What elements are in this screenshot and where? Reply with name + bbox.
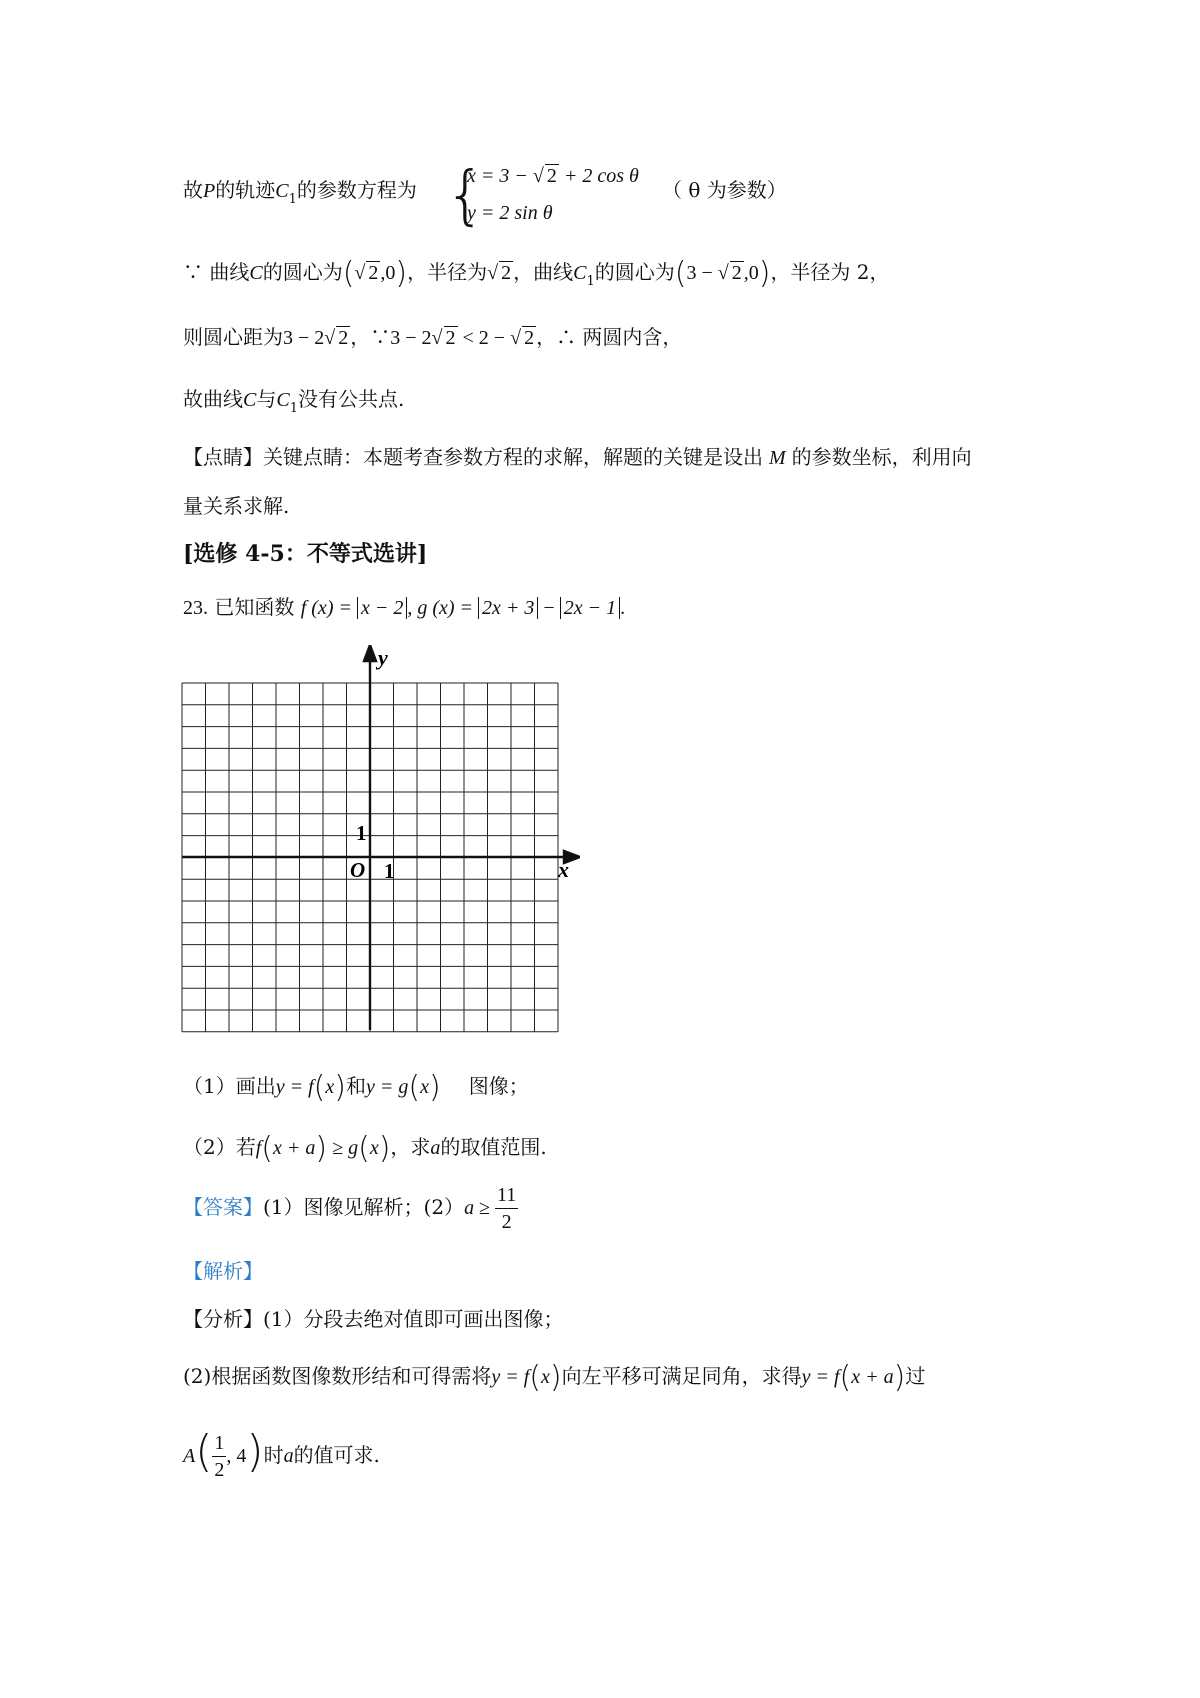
y-axis-label: y	[378, 645, 388, 670]
part-2: （2）若f(x + a) ≥ g(x)，求a的取值范围.	[183, 1131, 547, 1166]
text: 时	[263, 1443, 284, 1467]
x-axis-label: x	[558, 857, 569, 882]
text: ∵ 曲线	[183, 260, 250, 284]
analysis-line-1	[183, 1305, 564, 1333]
text: y = f	[801, 1366, 840, 1388]
text: x	[420, 1076, 429, 1098]
brace: {	[445, 159, 486, 233]
comment-line	[183, 443, 972, 472]
text: a	[283, 1445, 294, 1467]
text: (1）分段去绝对值即可画出图像；	[263, 1307, 564, 1331]
fraction	[495, 1182, 518, 1235]
text: 向左平移可满足同角，求得	[561, 1364, 802, 1388]
coordinate-grid	[180, 645, 580, 1035]
text: ，半径为 2，	[770, 260, 890, 284]
text: + 2 cos θ	[558, 165, 639, 187]
question-number: 23.	[183, 597, 208, 619]
origin-label: O	[350, 858, 366, 882]
text: x = 3 −	[467, 165, 533, 187]
text: −	[538, 597, 560, 619]
var-c: C	[249, 262, 263, 284]
text: .	[620, 597, 626, 619]
text: 没有公共点.	[297, 387, 405, 411]
text: 的参数方程为	[296, 178, 417, 202]
text: ，∴ 两圆内含，	[536, 325, 683, 349]
text: 3 − 2	[283, 327, 325, 349]
text: f	[255, 1137, 262, 1159]
radicand: 2	[546, 165, 557, 187]
y-tick-label: 1	[356, 821, 367, 845]
text: ，半径为	[407, 260, 488, 284]
param-note: （ θ 为参数）	[662, 178, 787, 202]
radicand: 2	[731, 262, 742, 284]
text: y = f	[275, 1076, 314, 1098]
equation-x: x = 3 − √ 2 + 2 cos θ	[467, 165, 639, 187]
text: (1）图像见解析；(2）	[263, 1195, 465, 1219]
var-c: C	[243, 389, 257, 411]
var-c: C	[276, 389, 290, 411]
equation-y: y = 2 sin θ	[467, 202, 553, 224]
radicand: 2	[501, 262, 512, 284]
text: g (x) =	[417, 597, 479, 619]
text: y = f	[491, 1366, 530, 1388]
text: 则圆心距为	[183, 325, 283, 349]
conclusion-line	[183, 385, 404, 417]
text: 关键点睛：本题考查参数方程的求解，解题的关键是设出	[263, 445, 763, 469]
text: 的取值范围.	[440, 1135, 547, 1159]
text: , 4	[226, 1445, 247, 1467]
text: ≥	[474, 1197, 496, 1219]
text: 3 −	[686, 262, 718, 284]
text: x + a	[851, 1366, 894, 1388]
text: (2)根据函数图像数形结和可得需将	[183, 1364, 492, 1388]
fraction	[212, 1430, 226, 1483]
radicand: 2	[368, 262, 379, 284]
var-p: P	[203, 180, 216, 202]
text: 【分析】	[183, 1307, 263, 1331]
axes	[182, 645, 580, 1030]
text: 的值可求.	[293, 1443, 380, 1467]
question-23	[183, 593, 625, 622]
text: x	[369, 1137, 379, 1159]
text: ,	[407, 597, 418, 619]
radicand: 2	[524, 327, 535, 349]
text: （1）画出	[183, 1074, 276, 1098]
text: （2）若	[183, 1135, 256, 1159]
analysis-line-3: A( $\frac{1}{2}$ , 4)时a的值可求.	[183, 1426, 380, 1481]
text: 的圆心为	[594, 260, 675, 284]
text: x	[541, 1366, 550, 1388]
text: x	[325, 1076, 335, 1098]
text: 与	[256, 387, 277, 411]
text: a	[464, 1197, 475, 1219]
text: f (x) =	[300, 597, 357, 619]
text: ,0	[380, 262, 396, 284]
text: ,0	[743, 262, 759, 284]
text: ，∵	[350, 325, 391, 349]
var-c: C	[275, 180, 289, 202]
comment-line-2: 量关系求解.	[183, 494, 290, 518]
text: 已知函数	[214, 595, 295, 619]
text: 故	[183, 178, 203, 202]
text: 过	[905, 1364, 926, 1388]
x-tick-label: 1	[384, 859, 395, 883]
var-m: M	[769, 447, 786, 469]
answer-label: 【答案】	[183, 1195, 263, 1219]
denominator: 2	[214, 1459, 225, 1481]
var-c: C	[573, 262, 587, 284]
text: y = g	[366, 1076, 409, 1098]
abs-expression: 2x − 1	[560, 597, 620, 619]
radicand: 2	[338, 327, 349, 349]
radicand: 2	[445, 327, 456, 349]
answer-line	[183, 1180, 518, 1235]
text: x + a	[273, 1137, 316, 1159]
text: a	[430, 1137, 441, 1159]
numerator: 1	[212, 1430, 226, 1457]
analysis-line-2: (2)根据函数图像数形结和可得需将y = f(x)向左平移可满足同角，求得y = f(x + a)过	[183, 1360, 926, 1395]
text: < 2 −	[457, 327, 511, 349]
text: 的轨迹	[215, 178, 276, 202]
text: 的参数坐标，利用向	[791, 445, 972, 469]
text: 的圆心为	[262, 260, 343, 284]
distance-line: 则圆心距为3 − 2√ 2 ，∵3 − 2√ 2 < 2 − √ 2 ，∴ 两圆内含，	[183, 325, 683, 349]
abs-expression: 2x + 3	[478, 597, 538, 619]
text: ≥ g	[327, 1137, 359, 1159]
numerator: 11	[495, 1182, 518, 1209]
subscript: 1	[289, 401, 298, 416]
section-title: [选修 4-5：不等式选讲]	[183, 541, 428, 567]
text: 故曲线	[183, 387, 243, 411]
denominator: 2	[501, 1211, 512, 1233]
trajectory-line	[183, 176, 417, 208]
subscript: 1	[288, 192, 297, 207]
text: 图像；	[468, 1074, 529, 1098]
parametric-system	[445, 160, 685, 232]
circle-line: ∵ 曲线C的圆心为(√ 2 ,0)，半径为√ 2 ，曲线$C_1$的圆心为(3 − √ 2 ,0)，半径为 2，	[183, 256, 890, 291]
subscript: 1	[586, 274, 595, 289]
abs-expression: x − 2	[357, 597, 407, 619]
point-label: A	[183, 1445, 196, 1467]
part-1: （1）画出y = f(x)和y = g(x) 图像；	[183, 1070, 529, 1105]
text: 3 − 2	[390, 327, 432, 349]
text: ，求	[390, 1135, 431, 1159]
comment-label: 【点睛】	[183, 445, 263, 469]
text: 和	[346, 1074, 366, 1098]
analysis-label: 【解析】	[183, 1259, 263, 1283]
text: ，曲线	[513, 260, 574, 284]
